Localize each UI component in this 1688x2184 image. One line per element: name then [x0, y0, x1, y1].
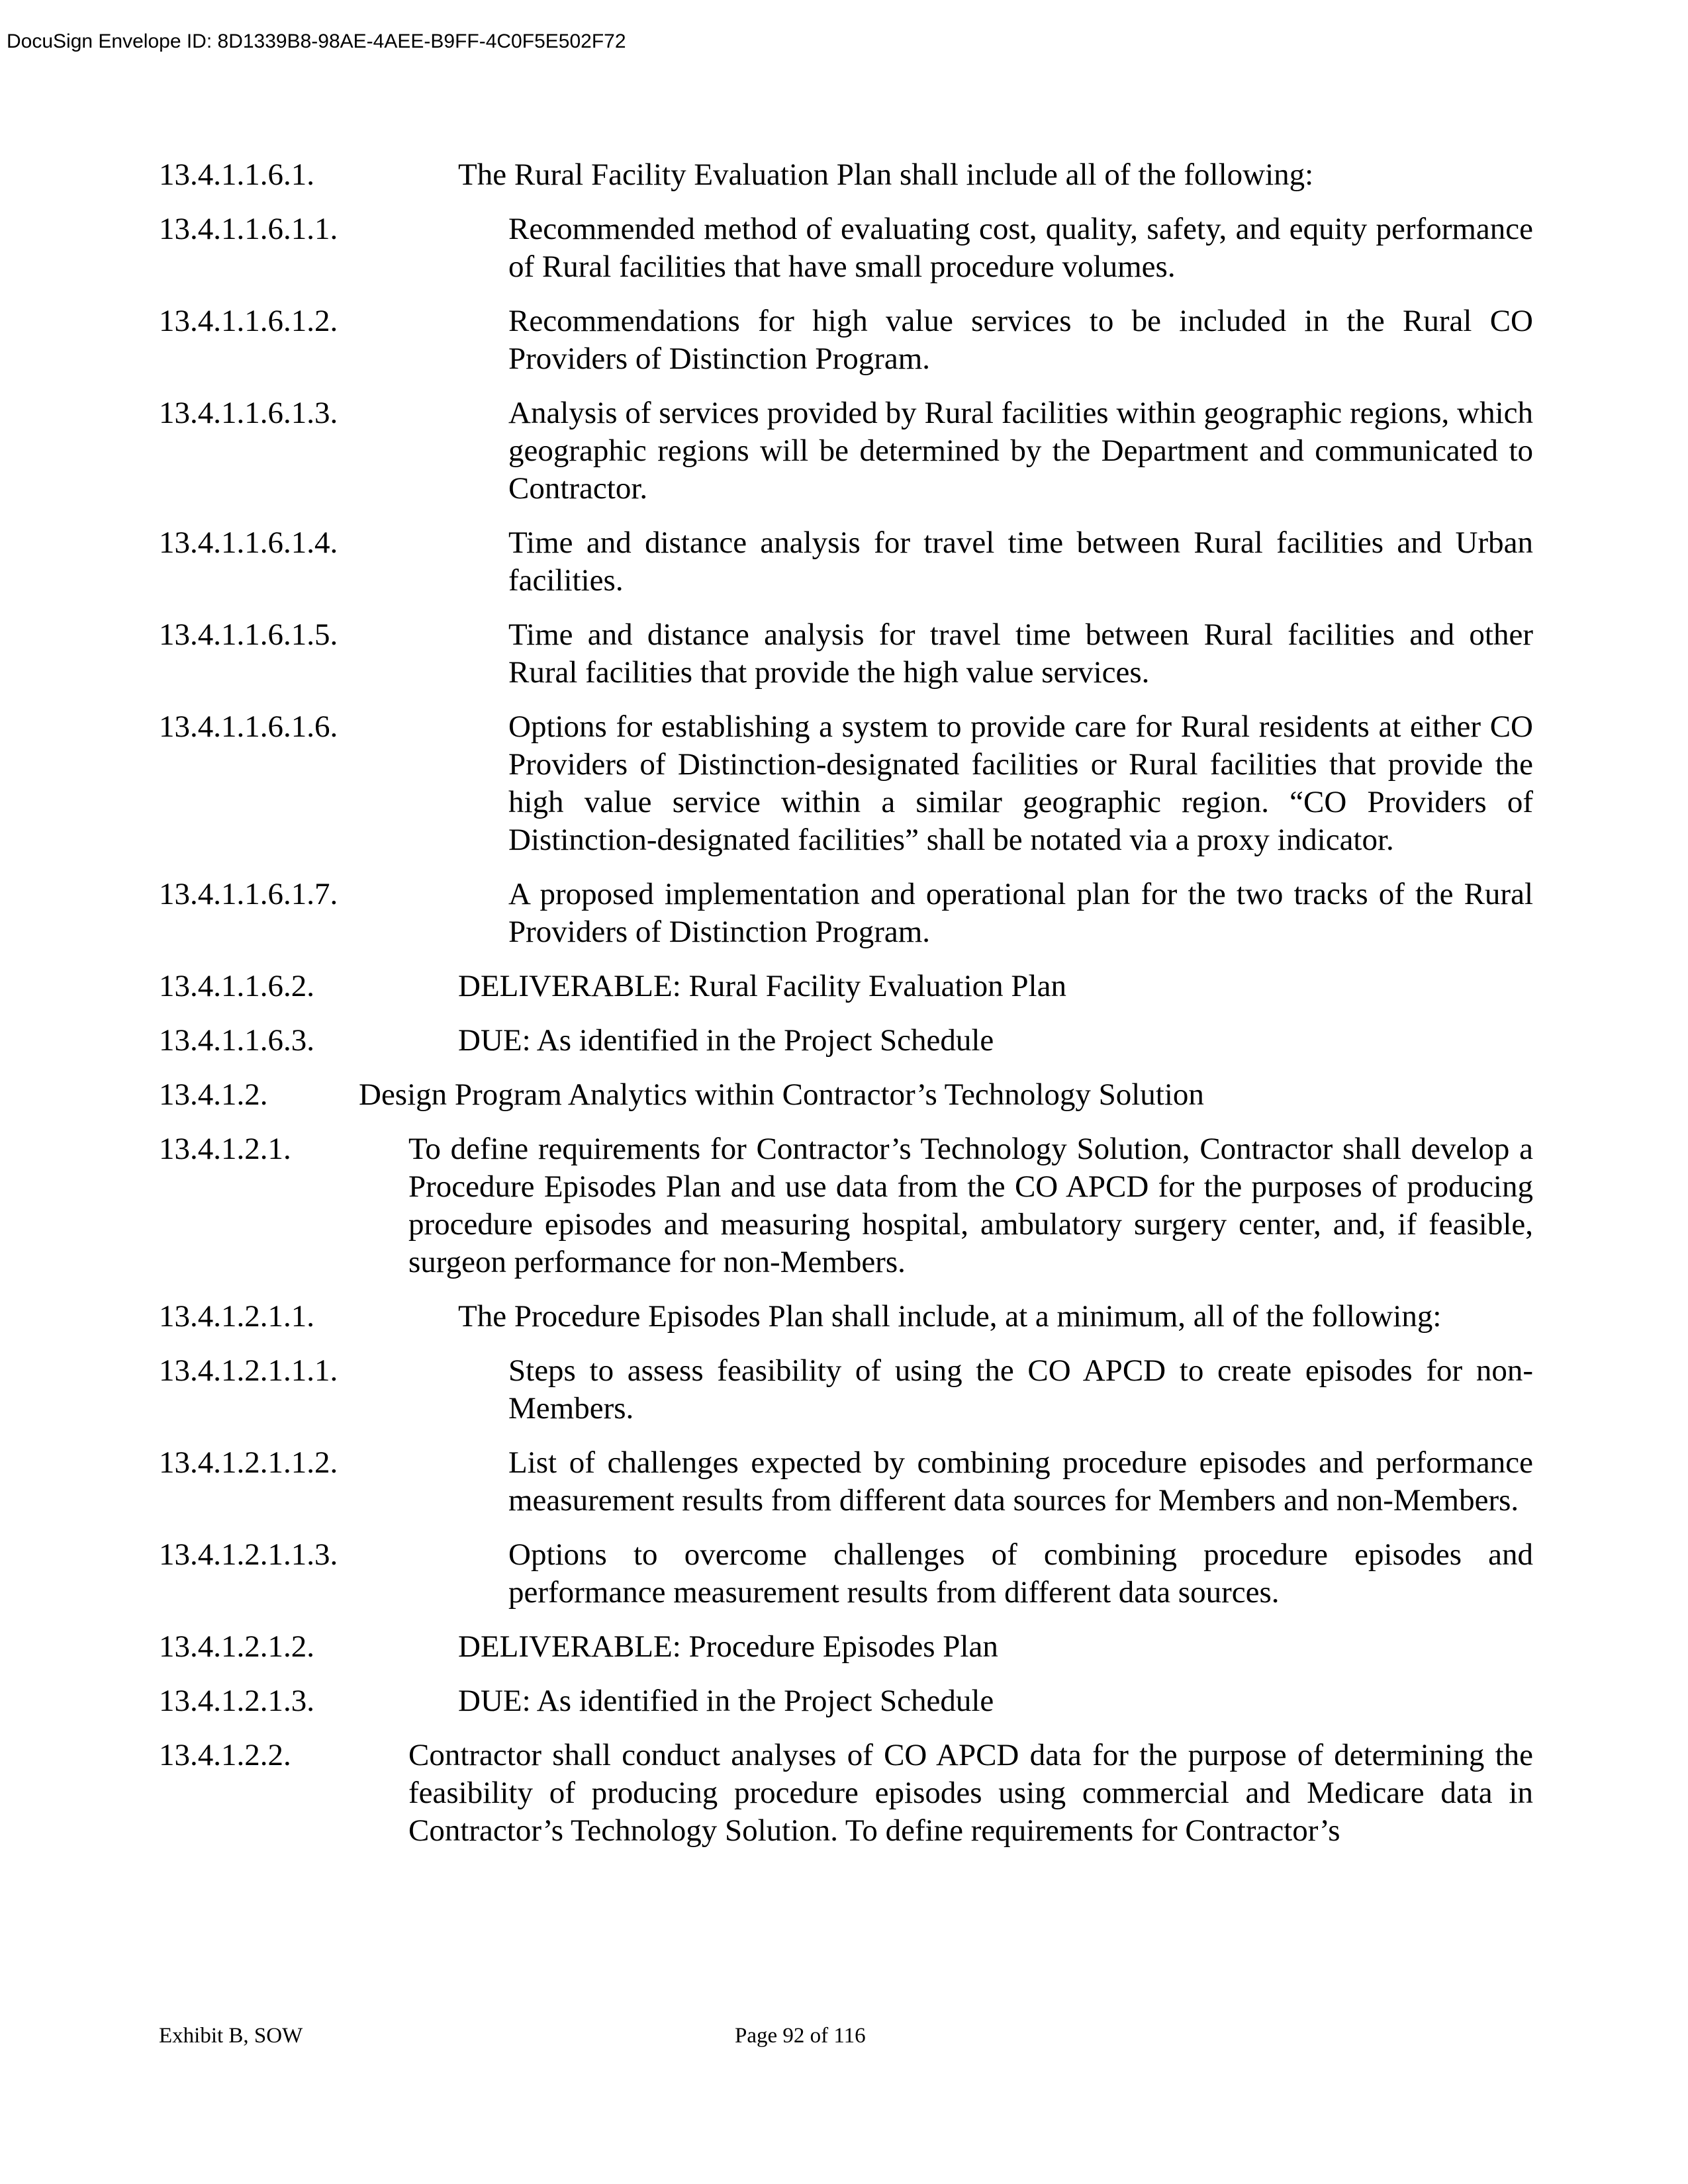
- section-item: [159, 1444, 1533, 1520]
- section-text: Options to overcome challenges of combining procedure episodes and performance measurement results from different data sources.: [508, 1537, 1533, 1610]
- section-text: Steps to assess feasibility of using the CO APCD to create episodes for non-Members.: [508, 1353, 1533, 1426]
- section-number: 13.4.1.1.6.1.5.: [159, 617, 338, 652]
- document-body: [159, 156, 1533, 1866]
- section-text: DUE: As identified in the Project Schedule: [458, 1023, 994, 1058]
- section-text: Options for establishing a system to provide care for Rural residents at either CO Providers of Distinction-designated facilities or Rural facilities that provide the high value service within a similar geographic region. “CO Providers of Distinction-designated facilities” shall be notated via a proxy indicator.: [508, 709, 1533, 857]
- section-number: 13.4.1.2.1.1.: [159, 1299, 314, 1334]
- section-number: 13.4.1.2.1.: [159, 1132, 291, 1166]
- section-item: [159, 876, 1533, 951]
- section-text: DELIVERABLE: Procedure Episodes Plan: [458, 1629, 998, 1664]
- footer-exhibit-label: Exhibit B, SOW: [159, 2024, 303, 2048]
- section-item: [159, 1352, 1533, 1428]
- section-number: 13.4.1.2.1.3.: [159, 1684, 314, 1718]
- section-number: 13.4.1.2.1.2.: [159, 1629, 314, 1664]
- section-item: [159, 156, 1533, 194]
- section-item: [159, 524, 1533, 600]
- section-item: [159, 708, 1533, 859]
- section-text: Design Program Analytics within Contractor’s Technology Solution: [359, 1077, 1204, 1112]
- footer-page-number: Page 92 of 116: [735, 2024, 866, 2048]
- section-number: 13.4.1.1.6.1.3.: [159, 396, 338, 430]
- section-text: A proposed implementation and operational plan for the two tracks of the Rural Providers of Distinction Program.: [508, 877, 1533, 949]
- section-text: Time and distance analysis for travel time between Rural facilities and Urban facilities.: [508, 525, 1533, 598]
- section-text: Time and distance analysis for travel time between Rural facilities and other Rural facilities that provide the high value services.: [508, 617, 1533, 690]
- section-item: [159, 1536, 1533, 1612]
- section-number: 13.4.1.1.6.3.: [159, 1023, 314, 1058]
- section-text: The Rural Facility Evaluation Plan shall include all of the following:: [458, 158, 1314, 192]
- section-number: 13.4.1.1.6.1.1.: [159, 212, 338, 246]
- docusign-envelope-id: DocuSign Envelope ID: 8D1339B8-98AE-4AEE-B9FF-4C0F5E502F72: [7, 30, 626, 52]
- section-number: 13.4.1.1.6.2.: [159, 969, 314, 1003]
- section-number: 13.4.1.1.6.1.6.: [159, 709, 338, 744]
- section-number: 13.4.1.1.6.1.7.: [159, 877, 338, 911]
- section-item: [159, 1022, 1533, 1060]
- section-number: 13.4.1.2.: [159, 1077, 268, 1112]
- section-number: 13.4.1.2.1.1.2.: [159, 1445, 338, 1480]
- section-number: 13.4.1.2.1.1.1.: [159, 1353, 338, 1388]
- section-text: DUE: As identified in the Project Schedule: [458, 1684, 994, 1718]
- section-item: [159, 1130, 1533, 1281]
- section-item: [159, 968, 1533, 1005]
- section-item: [159, 1737, 1533, 1850]
- section-item: [159, 394, 1533, 508]
- section-number: 13.4.1.1.6.1.4.: [159, 525, 338, 560]
- section-number: 13.4.1.1.6.1.2.: [159, 304, 338, 338]
- section-text: The Procedure Episodes Plan shall include, at a minimum, all of the following:: [458, 1299, 1442, 1334]
- section-number: 13.4.1.1.6.1.: [159, 158, 314, 192]
- section-item: [159, 1682, 1533, 1720]
- section-text: Contractor shall conduct analyses of CO APCD data for the purpose of determining the feasibility of producing procedure episodes using commercial and Medicare data in Contractor’s Technology Solution. To define requirements for Contractor’s: [408, 1738, 1533, 1848]
- section-item: [159, 210, 1533, 286]
- section-text: List of challenges expected by combining procedure episodes and performance measurement results from different data sources for Members and non-Members.: [508, 1445, 1533, 1518]
- section-number: 13.4.1.2.2.: [159, 1738, 291, 1772]
- section-item: [159, 1628, 1533, 1666]
- section-text: Recommendations for high value services to be included in the Rural CO Providers of Distinction Program.: [508, 304, 1533, 376]
- section-item: [159, 616, 1533, 692]
- section-text: To define requirements for Contractor’s Technology Solution, Contractor shall develop a Procedure Episodes Plan and use data from the CO APCD for the purposes of producing procedure episodes and measuring hospital, ambulatory surgery center, and, if feasible, surgeon performance for non-Members.: [408, 1132, 1533, 1279]
- section-text: DELIVERABLE: Rural Facility Evaluation Plan: [458, 969, 1066, 1003]
- section-text: Analysis of services provided by Rural facilities within geographic regions, which geographic regions will be determined by the Department and communicated to Contractor.: [508, 396, 1533, 506]
- section-number: 13.4.1.2.1.1.3.: [159, 1537, 338, 1572]
- section-item: [159, 302, 1533, 378]
- section-item: [159, 1076, 1533, 1114]
- section-item: [159, 1298, 1533, 1336]
- section-text: Recommended method of evaluating cost, quality, safety, and equity performance of Rural facilities that have small procedure volumes.: [508, 212, 1533, 284]
